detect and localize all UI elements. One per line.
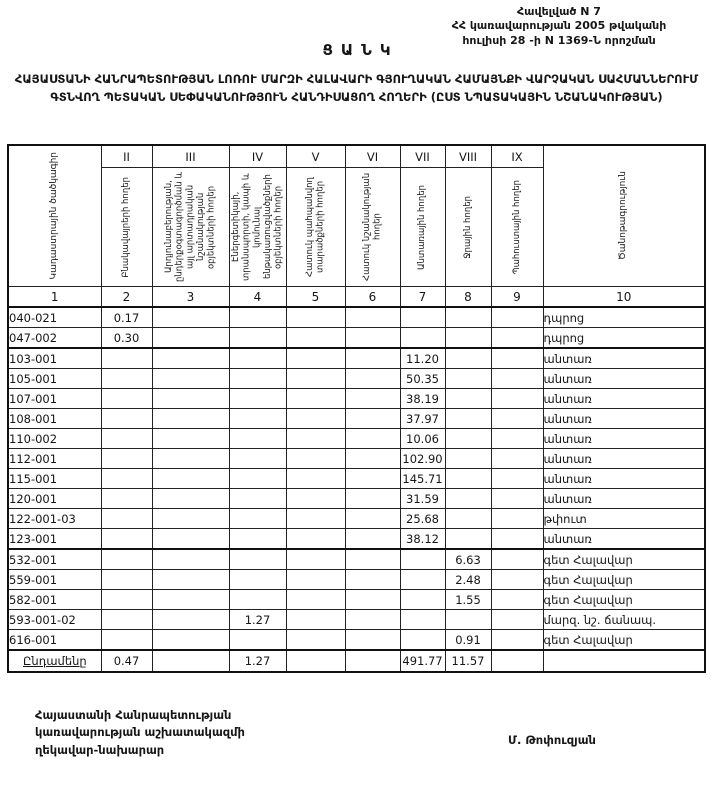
cell-area-value: 1.55: [445, 590, 491, 610]
cell-area-value: [345, 389, 400, 409]
table-row: [8, 328, 705, 349]
vertical-text-wrapper: [446, 168, 491, 286]
cell-area-value: [101, 570, 152, 590]
cell-area-value: [491, 348, 543, 369]
cell-note: անտառ: [543, 389, 705, 409]
cell-area-value: [345, 549, 400, 570]
cell-note: անտառ: [543, 429, 705, 449]
cell-area-value: [101, 348, 152, 369]
table-row: [8, 489, 705, 509]
cell-cadastral-code: 047-002: [8, 328, 101, 349]
cell-note: անտառ: [543, 449, 705, 469]
cell-area-value: [400, 610, 445, 630]
table-row: [8, 348, 705, 369]
cell-area-value: [445, 509, 491, 529]
cell-area-value: [491, 529, 543, 550]
column-header-category-label: Հատուկ պահպանվող տարածքների հողեր: [304, 177, 326, 277]
cell-area-value: [286, 570, 345, 590]
cell-total-value: 11.57: [445, 650, 491, 672]
cell-area-value: [400, 570, 445, 590]
cell-area-value: [286, 307, 345, 328]
signatory-title-line: կառավարության աշխատակազմի: [35, 725, 245, 740]
cell-area-value: [491, 389, 543, 409]
document-type-heading: ՑԱՆԿ: [322, 41, 399, 59]
cell-area-value: [101, 509, 152, 529]
column-roman-numeral: VIII: [445, 145, 491, 168]
cell-area-value: [491, 449, 543, 469]
column-header-category: [286, 168, 345, 287]
column-header-category: [229, 168, 286, 287]
cell-note: գետ Հալավար: [543, 590, 705, 610]
cell-area-value: [445, 409, 491, 429]
table-row: [8, 570, 705, 590]
cell-area-value: [345, 307, 400, 328]
cell-area-value: 37.97: [400, 409, 445, 429]
table-row: [8, 469, 705, 489]
cell-area-value: [400, 549, 445, 570]
column-index-number: 8: [445, 287, 491, 308]
cell-area-value: [286, 509, 345, 529]
cell-area-value: [400, 328, 445, 349]
cell-area-value: [286, 489, 345, 509]
cell-area-value: [445, 469, 491, 489]
cell-area-value: [400, 590, 445, 610]
header-column-index-row: [8, 287, 705, 308]
cell-area-value: 38.12: [400, 529, 445, 550]
table-row: [8, 409, 705, 429]
cell-note: անտառ: [543, 489, 705, 509]
cell-area-value: [101, 610, 152, 630]
cell-note: անտառ: [543, 529, 705, 550]
total-label: Ընդամենը: [8, 650, 101, 672]
cell-area-value: [152, 389, 229, 409]
vertical-text-wrapper: [346, 168, 400, 286]
cell-area-value: [101, 429, 152, 449]
cell-area-value: 145.71: [400, 469, 445, 489]
column-roman-numeral: V: [286, 145, 345, 168]
cell-area-value: [152, 509, 229, 529]
vertical-text-wrapper: [153, 168, 229, 286]
cell-cadastral-code: 582-001: [8, 590, 101, 610]
cell-area-value: [491, 429, 543, 449]
government-decision-line: ՀՀ կառավարության 2005 թվականի: [451, 19, 667, 33]
cell-area-value: [101, 469, 152, 489]
cell-area-value: 31.59: [400, 489, 445, 509]
column-index-number: 9: [491, 287, 543, 308]
cell-area-value: [152, 549, 229, 570]
column-header-category-label: Բնակավայրերի հողեր: [121, 176, 132, 278]
cell-area-value: [229, 469, 286, 489]
cell-area-value: [229, 328, 286, 349]
cell-cadastral-code: 122-001-03: [8, 509, 101, 529]
cell-area-value: 50.35: [400, 369, 445, 389]
cell-area-value: [229, 509, 286, 529]
cell-area-value: [229, 549, 286, 570]
vertical-text-wrapper: [102, 168, 152, 286]
column-index-number: 2: [101, 287, 152, 308]
column-index-number: 1: [8, 287, 101, 308]
cell-area-value: [286, 348, 345, 369]
decision-date-number: հուլիսի 28 -ի N 1369-Ն որոշման: [462, 33, 656, 47]
cell-area-value: [491, 549, 543, 570]
cell-area-value: [286, 389, 345, 409]
column-roman-numeral: VII: [400, 145, 445, 168]
cell-area-value: [152, 529, 229, 550]
cell-area-value: [400, 630, 445, 651]
cell-area-value: [152, 489, 229, 509]
cell-area-value: [345, 469, 400, 489]
cell-note: մարզ. նշ. ճանապ.: [543, 610, 705, 630]
cell-area-value: [345, 630, 400, 651]
column-header-category: [491, 168, 543, 287]
cell-area-value: [101, 549, 152, 570]
cell-cadastral-code: 123-001: [8, 529, 101, 550]
column-header-category-label: Պահուստային հողեր: [511, 179, 522, 275]
cell-area-value: [101, 529, 152, 550]
cell-note: թփուտ: [543, 509, 705, 529]
cell-area-value: [400, 307, 445, 328]
cell-area-value: [445, 307, 491, 328]
cell-area-value: [152, 307, 229, 328]
table-row: [8, 509, 705, 529]
cell-area-value: [101, 409, 152, 429]
cell-area-value: [491, 630, 543, 651]
cell-note: դպրոց: [543, 307, 705, 328]
table-row: [8, 590, 705, 610]
cell-area-value: [345, 509, 400, 529]
cell-area-value: [345, 429, 400, 449]
cell-area-value: [229, 389, 286, 409]
cell-cadastral-code: 105-001: [8, 369, 101, 389]
cell-total-value: [345, 650, 400, 672]
cell-area-value: [445, 610, 491, 630]
table-row: [8, 307, 705, 328]
table-row: [8, 529, 705, 550]
cell-cadastral-code: 103-001: [8, 348, 101, 369]
cell-area-value: [286, 549, 345, 570]
signatory-name: Մ. Թոփուզյան: [508, 733, 596, 747]
cell-area-value: [491, 509, 543, 529]
cell-area-value: [345, 348, 400, 369]
cell-total-value: 491.77: [400, 650, 445, 672]
cell-area-value: [229, 529, 286, 550]
cell-area-value: [152, 469, 229, 489]
cell-area-value: [345, 409, 400, 429]
cell-cadastral-code: 107-001: [8, 389, 101, 409]
cell-area-value: [491, 369, 543, 389]
cell-total-value: 0.47: [101, 650, 152, 672]
cell-area-value: [152, 610, 229, 630]
cell-area-value: [345, 369, 400, 389]
cell-area-value: [286, 610, 345, 630]
cell-cadastral-code: 593-001-02: [8, 610, 101, 630]
cell-area-value: [101, 489, 152, 509]
cell-area-value: [101, 389, 152, 409]
signatory-title-line: ղեկավար-նախարար: [35, 742, 165, 757]
column-index-number: 10: [543, 287, 705, 308]
cell-note: գետ Հալավար: [543, 630, 705, 651]
cell-total-value: [491, 650, 543, 672]
cell-note: անտառ: [543, 369, 705, 389]
cell-area-value: 38.19: [400, 389, 445, 409]
column-header-category-label: Արդյունաբերության, ընդերքօգտագործման և այլ արտադրական նշանակության օբյեկտների հողեր: [163, 171, 217, 283]
cell-area-value: [491, 328, 543, 349]
cell-note: գետ Հալավար: [543, 570, 705, 590]
cell-area-value: [229, 489, 286, 509]
table-row: [8, 449, 705, 469]
cell-area-value: [491, 590, 543, 610]
cell-area-value: [491, 409, 543, 429]
cell-area-value: [229, 369, 286, 389]
total-row: [8, 650, 705, 672]
cell-cadastral-code: 616-001: [8, 630, 101, 651]
cell-area-value: [491, 610, 543, 630]
signatory-title-line: Հայաստանի Հանրապետության: [35, 708, 232, 722]
column-header-category: [152, 168, 229, 287]
cell-area-value: 6.63: [445, 549, 491, 570]
cell-area-value: [101, 590, 152, 610]
table-row: [8, 610, 705, 630]
cell-area-value: [345, 328, 400, 349]
cell-area-value: [229, 409, 286, 429]
cell-area-value: [286, 369, 345, 389]
cell-area-value: [445, 389, 491, 409]
cell-area-value: [286, 409, 345, 429]
column-header-cadastral-code-label: Կադաստրային ծածկագիր: [49, 152, 60, 280]
cell-cadastral-code: 559-001: [8, 570, 101, 590]
cell-area-value: [445, 348, 491, 369]
vertical-text-wrapper: [544, 146, 705, 286]
cell-area-value: [345, 529, 400, 550]
cell-area-value: [101, 449, 152, 469]
signatory-title-block: [35, 707, 245, 759]
vertical-text-wrapper: [230, 168, 286, 286]
cell-area-value: [286, 469, 345, 489]
cell-area-value: [152, 429, 229, 449]
column-roman-numeral: II: [101, 145, 152, 168]
column-roman-numeral: VI: [345, 145, 400, 168]
cell-cadastral-code: 115-001: [8, 469, 101, 489]
document-title: ՀԱՅԱՍՏԱՆԻ ՀԱՆՐԱՊԵՏՈՒԹՅԱՆ ԼՈՌՈՒ ՄԱՐԶԻ ՀԱԼԱՎԱՐԻ ԳՅՈՒՂԱԿԱՆ ՀԱՄԱՅՆՔԻ ՎԱՐՉԱԿԱՆ ՍԱՀՄԱՆՆԵՐՈՒՄ ԳՏՆՎՈՂ ՊԵՏԱԿԱՆ ՍԵՓԱԿԱՆՈՒԹՅՈՒՆ ՀԱՆԴԻՍԱՑՈՂ ՀՈՂԵՐԻ (ԸՍՏ ՆՊԱՏԱԿԱՅԻՆ ՆՇԱՆԱԿՈՒԹՅԱՆ): [14, 72, 699, 104]
column-index-number: 4: [229, 287, 286, 308]
column-header-note: [543, 145, 705, 287]
cell-area-value: [445, 529, 491, 550]
cell-area-value: [152, 328, 229, 349]
state-lands-table: [7, 144, 706, 673]
cell-cadastral-code: 532-001: [8, 549, 101, 570]
column-header-category: [345, 168, 400, 287]
column-index-number: 7: [400, 287, 445, 308]
cell-cadastral-code: 110-002: [8, 429, 101, 449]
cell-total-value: 1.27: [229, 650, 286, 672]
table-row: [8, 630, 705, 651]
cell-area-value: [286, 429, 345, 449]
column-header-cadastral-code: [8, 145, 101, 287]
cell-note: գետ Հալավար: [543, 549, 705, 570]
column-index-number: 5: [286, 287, 345, 308]
cell-cadastral-code: 112-001: [8, 449, 101, 469]
cell-total-value: [152, 650, 229, 672]
cell-area-value: [491, 489, 543, 509]
cell-area-value: [345, 590, 400, 610]
cell-area-value: [345, 449, 400, 469]
vertical-text-wrapper: [287, 168, 345, 286]
cell-area-value: [491, 469, 543, 489]
column-header-category: [400, 168, 445, 287]
column-index-number: 6: [345, 287, 400, 308]
column-roman-numeral: IV: [229, 145, 286, 168]
table-row: [8, 389, 705, 409]
cell-area-value: 25.68: [400, 509, 445, 529]
cell-area-value: [101, 369, 152, 389]
column-roman-numeral: IX: [491, 145, 543, 168]
cell-area-value: [229, 307, 286, 328]
header-roman-numeral-row: [8, 145, 705, 168]
cell-area-value: [491, 570, 543, 590]
cell-cadastral-code: 120-001: [8, 489, 101, 509]
column-header-category: [101, 168, 152, 287]
cell-cadastral-code: 108-001: [8, 409, 101, 429]
column-header-category-label: Անտառային հողեր: [417, 184, 428, 270]
cell-area-value: [445, 369, 491, 389]
cell-area-value: 0.91: [445, 630, 491, 651]
column-roman-numeral: III: [152, 145, 229, 168]
cell-cadastral-code: 040-021: [8, 307, 101, 328]
cell-area-value: [152, 409, 229, 429]
cell-area-value: [345, 489, 400, 509]
vertical-text-wrapper: [492, 168, 543, 286]
cell-area-value: [445, 429, 491, 449]
column-header-category-label: Ջրային հողեր: [462, 195, 473, 259]
cell-area-value: [286, 529, 345, 550]
cell-area-value: [229, 449, 286, 469]
cell-area-value: 102.90: [400, 449, 445, 469]
cell-note: անտառ: [543, 348, 705, 369]
vertical-text-wrapper: [9, 146, 101, 286]
cell-area-value: [229, 590, 286, 610]
cell-area-value: [345, 570, 400, 590]
cell-area-value: [286, 449, 345, 469]
cell-area-value: 2.48: [445, 570, 491, 590]
table-row: [8, 369, 705, 389]
cell-area-value: [152, 348, 229, 369]
column-header-category-label: Էներգետիկայի, տրանսպորտի, կապի և կոմունալ ենթակառուցվածքների օբյեկտների հողեր: [230, 173, 284, 281]
cell-note: դպրոց: [543, 328, 705, 349]
cell-area-value: 0.30: [101, 328, 152, 349]
column-index-number: 3: [152, 287, 229, 308]
cell-area-value: [345, 610, 400, 630]
table-row: [8, 549, 705, 570]
cell-area-value: [152, 630, 229, 651]
cell-area-value: 1.27: [229, 610, 286, 630]
cell-area-value: [229, 429, 286, 449]
column-header-note-label: Ծանոթագրություն: [618, 171, 629, 261]
cell-total-value: [286, 650, 345, 672]
cell-area-value: 10.06: [400, 429, 445, 449]
cell-note: անտառ: [543, 469, 705, 489]
cell-area-value: [152, 570, 229, 590]
cell-area-value: [101, 630, 152, 651]
cell-area-value: 0.17: [101, 307, 152, 328]
cell-note: [543, 650, 705, 672]
cell-area-value: [286, 328, 345, 349]
cell-area-value: [152, 369, 229, 389]
vertical-text-wrapper: [401, 168, 445, 286]
cell-area-value: [229, 570, 286, 590]
column-header-category: [445, 168, 491, 287]
cell-area-value: [445, 489, 491, 509]
cell-area-value: [491, 307, 543, 328]
cell-area-value: [445, 328, 491, 349]
cell-area-value: [229, 348, 286, 369]
cell-area-value: [286, 630, 345, 651]
cell-area-value: 11.20: [400, 348, 445, 369]
cell-note: անտառ: [543, 409, 705, 429]
appendix-number: Հավելված N 7: [517, 5, 601, 18]
table-row: [8, 429, 705, 449]
cell-area-value: [286, 590, 345, 610]
cell-area-value: [229, 630, 286, 651]
column-header-category-label: Հատուկ նշանակության հողեր: [361, 172, 383, 282]
cell-area-value: [152, 590, 229, 610]
cell-area-value: [152, 449, 229, 469]
cell-area-value: [445, 449, 491, 469]
